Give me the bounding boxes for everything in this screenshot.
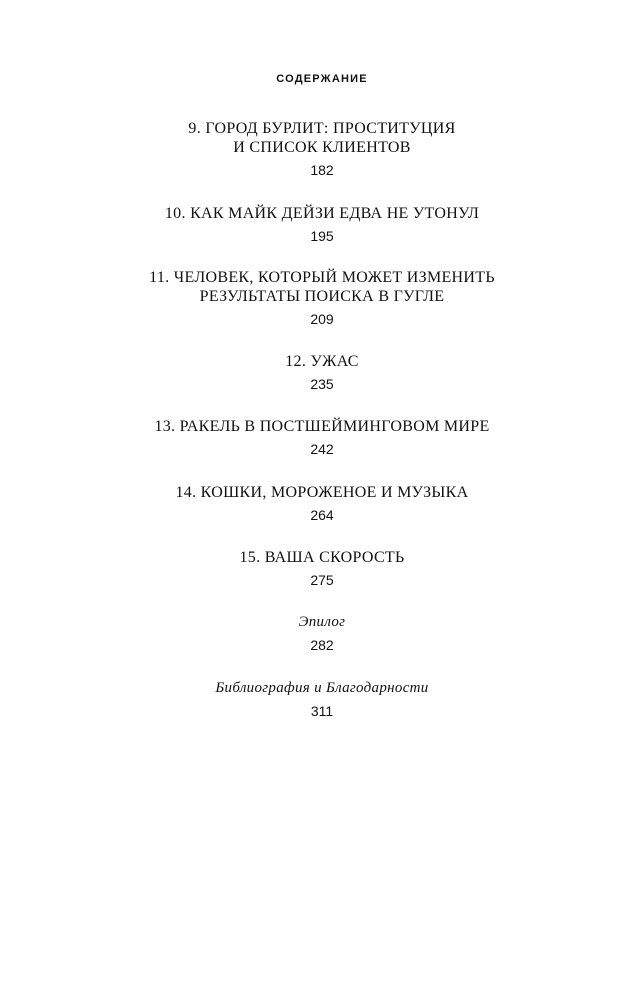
toc-entry-page-number: 275 — [310, 572, 334, 588]
toc-entry-14[interactable] — [0, 483, 644, 524]
toc-entry-epilogue[interactable] — [0, 613, 644, 654]
toc-entry-page-number: 264 — [310, 507, 334, 523]
toc-entry-title-line: 15. ВАША СКОРОСТЬ — [239, 549, 405, 566]
toc-entry-page-number: 182 — [310, 162, 334, 178]
toc-entry-title-line: Эпилог — [298, 614, 346, 630]
running-head-title: СОДЕРЖАНИЕ — [276, 73, 368, 85]
toc-entry-12[interactable] — [0, 352, 644, 393]
toc-entry-page-number: 311 — [310, 703, 334, 719]
toc-entry-title — [0, 548, 644, 567]
toc-entry-page-number: 209 — [310, 311, 334, 327]
toc-entry-title-line: 13. РАКЕЛЬ В ПОСТШЕЙМИНГОВОМ МИРЕ — [154, 418, 490, 435]
toc-entry-13[interactable] — [0, 417, 644, 458]
toc-entry-10[interactable] — [0, 204, 644, 245]
toc-entry-title — [0, 679, 644, 698]
toc-entry-title — [0, 417, 644, 436]
toc-entry-page-number: 242 — [310, 441, 334, 457]
toc-entry-page-number: 282 — [310, 637, 334, 653]
toc-entry-title-line: РЕЗУЛЬТАТЫ ПОИСКА В ГУГЛЕ — [199, 288, 445, 305]
toc-entry-15[interactable] — [0, 548, 644, 589]
toc-entry-title-line: И СПИСОК КЛИЕНТОВ — [233, 139, 411, 156]
toc-entry-title — [0, 204, 644, 223]
toc-entry-title-line: 14. КОШКИ, МОРОЖЕНОЕ И МУЗЫКА — [175, 484, 469, 501]
toc-entry-title — [0, 268, 644, 306]
toc-entry-title-line: 10. КАК МАЙК ДЕЙЗИ ЕДВА НЕ УТОНУЛ — [164, 205, 480, 222]
toc-entry-11[interactable] — [0, 268, 644, 328]
toc-entry-title-line: 9. ГОРОД БУРЛИТ: ПРОСТИТУЦИЯ — [188, 120, 456, 137]
toc-entry-title — [0, 483, 644, 502]
toc-entry-title-line: Библиография и Благодарности — [215, 680, 429, 696]
toc-entry-title-line: 12. УЖАС — [285, 353, 359, 370]
toc-entry-title — [0, 119, 644, 157]
toc-entry-9[interactable] — [0, 119, 644, 179]
toc-entry-title-line: 11. ЧЕЛОВЕК, КОТОРЫЙ МОЖЕТ ИЗМЕНИТЬ — [149, 269, 495, 286]
toc-entry-title — [0, 613, 644, 632]
toc-entry-title — [0, 352, 644, 371]
toc-entry-bibliography[interactable] — [0, 679, 644, 720]
toc-entry-page-number: 235 — [310, 376, 334, 392]
toc-entry-page-number: 195 — [310, 228, 334, 244]
